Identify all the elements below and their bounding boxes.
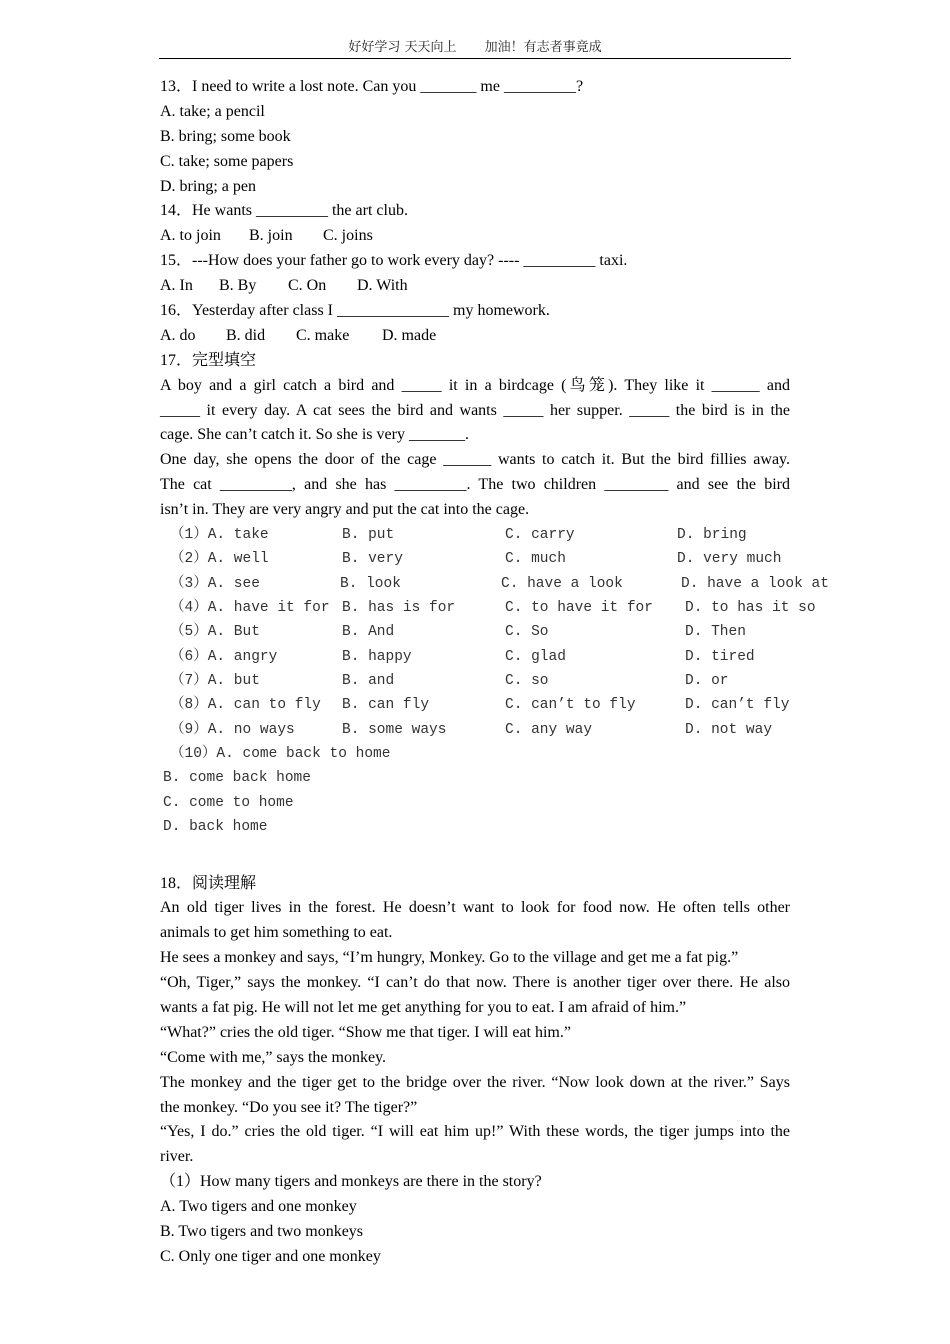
cloze-8-option-c: C. can’t to fly: [505, 697, 636, 714]
cloze-choice-row-10: [160, 742, 790, 766]
cloze-choice-row-3: [160, 572, 829, 596]
cloze-choice-row-8: [160, 693, 790, 717]
question-13-option-a: A. take; a pencil: [160, 102, 265, 120]
cloze-1-option-b: B. put: [342, 527, 395, 544]
question-13-stem: 13．I need to write a lost note. Can you _______ me _________?: [160, 78, 584, 95]
cloze-choice-row-1: [160, 523, 790, 547]
cloze-4-option-d: D. to has it so: [685, 600, 816, 617]
reading-passage-line: “Come with me,” says the monkey.: [160, 1048, 387, 1066]
cloze-choice-row-7: [160, 669, 790, 693]
question-14-stem: 14．He wants _________ the art club.: [160, 202, 408, 220]
reading-passage-line: river.: [160, 1148, 194, 1166]
question-13-option-d: D. bring; a pen: [160, 177, 256, 195]
cloze-choice-row-10b: [160, 766, 790, 790]
reading-passage-line: the monkey. “Do you see it? The tiger?”: [160, 1098, 418, 1116]
question-14-option-c: C. joins: [323, 227, 373, 245]
question-16-stem: 16．Yesterday after class I ______________ my homework.: [160, 302, 550, 320]
reading-passage-line: The monkey and the tiger get to the bridge over the river. “Now look down at the river.” Says: [160, 1073, 790, 1091]
question-18-title: 18．阅读理解: [160, 874, 257, 892]
cloze-passage-line: A boy and a girl catch a bird and _____ it in a birdcage (鸟笼). They like it ______ and: [160, 376, 790, 394]
question-15-option-a: A. In: [160, 277, 193, 295]
cloze-10-option-b: B. come back home: [163, 770, 311, 787]
cloze-4-option-a: （4）A. have it for: [170, 600, 330, 617]
cloze-10-option-a: （10）A. come back to home: [170, 746, 391, 763]
cloze-8-option-a: （8）A. can to fly: [170, 697, 321, 714]
cloze-passage-line: The cat _________, and she has _________. The two children ________ and see the bird: [160, 476, 790, 494]
reading-passage-line: An old tiger lives in the forest. He doesn’t want to look for food now. He often tells other: [160, 899, 790, 917]
cloze-4-option-b: B. has is for: [342, 600, 456, 617]
cloze-1-option-d: D. bring: [677, 527, 747, 544]
cloze-choice-row-9: [160, 718, 790, 742]
cloze-passage-line: One day, she opens the door of the cage ______ wants to catch it. But the bird fillies away.: [160, 451, 790, 469]
cloze-10-option-d: D. back home: [163, 819, 268, 836]
cloze-3-option-d: D. have a look at: [681, 575, 829, 592]
question-16-options: [160, 324, 790, 349]
cloze-3-option-a: （3）A. see: [170, 575, 260, 592]
question-15-options: [160, 274, 790, 299]
question-18-1-stem: （1）How many tigers and monkeys are there in the story?: [160, 1173, 542, 1191]
question-18-1-option-c: C. Only one tiger and one monkey: [160, 1247, 381, 1265]
header-motto-right: 加油！有志者事竟成: [484, 40, 602, 55]
cloze-3-option-b: B. look: [340, 575, 401, 592]
question-15-stem: 15．---How does your father go to work every day? ---- _________ taxi.: [160, 252, 628, 270]
cloze-6-option-a: （6）A. angry: [170, 648, 278, 665]
reading-passage-line: “What?” cries the old tiger. “Show me that tiger. I will eat him.”: [160, 1023, 571, 1041]
question-14-option-a: A. to join: [160, 227, 221, 245]
page-content: [160, 75, 829, 1270]
cloze-2-option-a: （2）A. well: [170, 551, 269, 568]
question-18-1-option-a: A. Two tigers and one monkey: [160, 1198, 357, 1216]
cloze-choice-row-10d: [160, 815, 790, 839]
cloze-choice-row-6: [160, 645, 790, 669]
cloze-7-option-a: （7）A. but: [170, 673, 260, 690]
question-13-option-b: B. bring; some book: [160, 127, 291, 145]
cloze-6-option-d: D. tired: [685, 648, 755, 665]
page-header: [159, 40, 791, 59]
cloze-choice-row-2: [160, 547, 790, 571]
cloze-choices: [160, 523, 829, 839]
question-15-option-c: C. On: [288, 277, 327, 295]
question-14-option-b: B. join: [249, 227, 293, 245]
cloze-5-option-b: B. And: [342, 624, 395, 641]
cloze-7-option-d: D. or: [685, 673, 729, 690]
cloze-choice-row-10c: [160, 791, 790, 815]
cloze-5-option-d: D. Then: [685, 624, 746, 641]
cloze-5-option-c: C. So: [505, 624, 549, 641]
cloze-choice-row-4: [160, 596, 816, 620]
cloze-7-option-b: B. and: [342, 673, 395, 690]
cloze-8-option-d: D. can’t fly: [685, 697, 790, 714]
question-15-option-d: D. With: [357, 277, 408, 295]
question-14-options: [160, 224, 790, 249]
question-18-1-option-b: B. Two tigers and two monkeys: [160, 1222, 364, 1240]
cloze-6-option-b: B. happy: [342, 648, 412, 665]
reading-passage-line: He sees a monkey and says, “I’m hungry, Monkey. Go to the village and get me a fat pig.”: [160, 949, 739, 967]
question-13-option-c: C. take; some papers: [160, 152, 294, 170]
question-16-option-b: B. did: [226, 326, 266, 344]
cloze-2-option-d: D. very much: [677, 551, 782, 568]
reading-passage-line: “Yes, I do.” cries the old tiger. “I will eat him up!” With these words, the tiger jumps into the: [160, 1123, 790, 1141]
cloze-passage-line: _____ it every day. A cat sees the bird and wants _____ her supper. _____ the bird is in the: [160, 401, 790, 419]
cloze-1-option-a: （1）A. take: [170, 527, 269, 544]
question-16-option-a: A. do: [160, 326, 196, 344]
cloze-1-option-c: C. carry: [505, 527, 575, 544]
cloze-choice-row-5: [160, 620, 790, 644]
cloze-9-option-a: （9）A. no ways: [170, 721, 295, 738]
cloze-4-option-c: C. to have it for: [505, 600, 653, 617]
cloze-10-option-c: C. come to home: [163, 794, 294, 811]
question-17-title: 17．完型填空: [160, 351, 257, 369]
cloze-2-option-c: C. much: [505, 551, 566, 568]
cloze-2-option-b: B. very: [342, 551, 403, 568]
header-motto-left: 好好学习 天天向上: [348, 40, 457, 55]
question-15-option-b: B. By: [219, 277, 257, 295]
question-16-option-d: D. made: [382, 326, 437, 344]
cloze-6-option-c: C. glad: [505, 648, 566, 665]
cloze-7-option-c: C. so: [505, 673, 549, 690]
reading-passage-line: animals to get him something to eat.: [160, 924, 393, 942]
reading-passage-line: “Oh, Tiger,” says the monkey. “I can’t do that now. There is another tiger over there. He also: [160, 974, 790, 992]
cloze-5-option-a: （5）A. But: [170, 624, 260, 641]
cloze-passage-line: isn’t in. They are very angry and put the cat into the cage.: [160, 501, 530, 519]
cloze-9-option-d: D. not way: [685, 721, 773, 738]
cloze-8-option-b: B. can fly: [342, 697, 430, 714]
cloze-passage-line: cage. She can’t catch it. So she is very _______.: [160, 426, 469, 444]
cloze-3-option-c: C. have a look: [501, 575, 623, 592]
reading-passage-line: wants a fat pig. He will not let me get anything for you to eat. I am afraid of him.”: [160, 998, 687, 1016]
cloze-9-option-b: B. some ways: [342, 721, 447, 738]
question-16-option-c: C. make: [296, 326, 350, 344]
cloze-9-option-c: C. any way: [505, 721, 593, 738]
